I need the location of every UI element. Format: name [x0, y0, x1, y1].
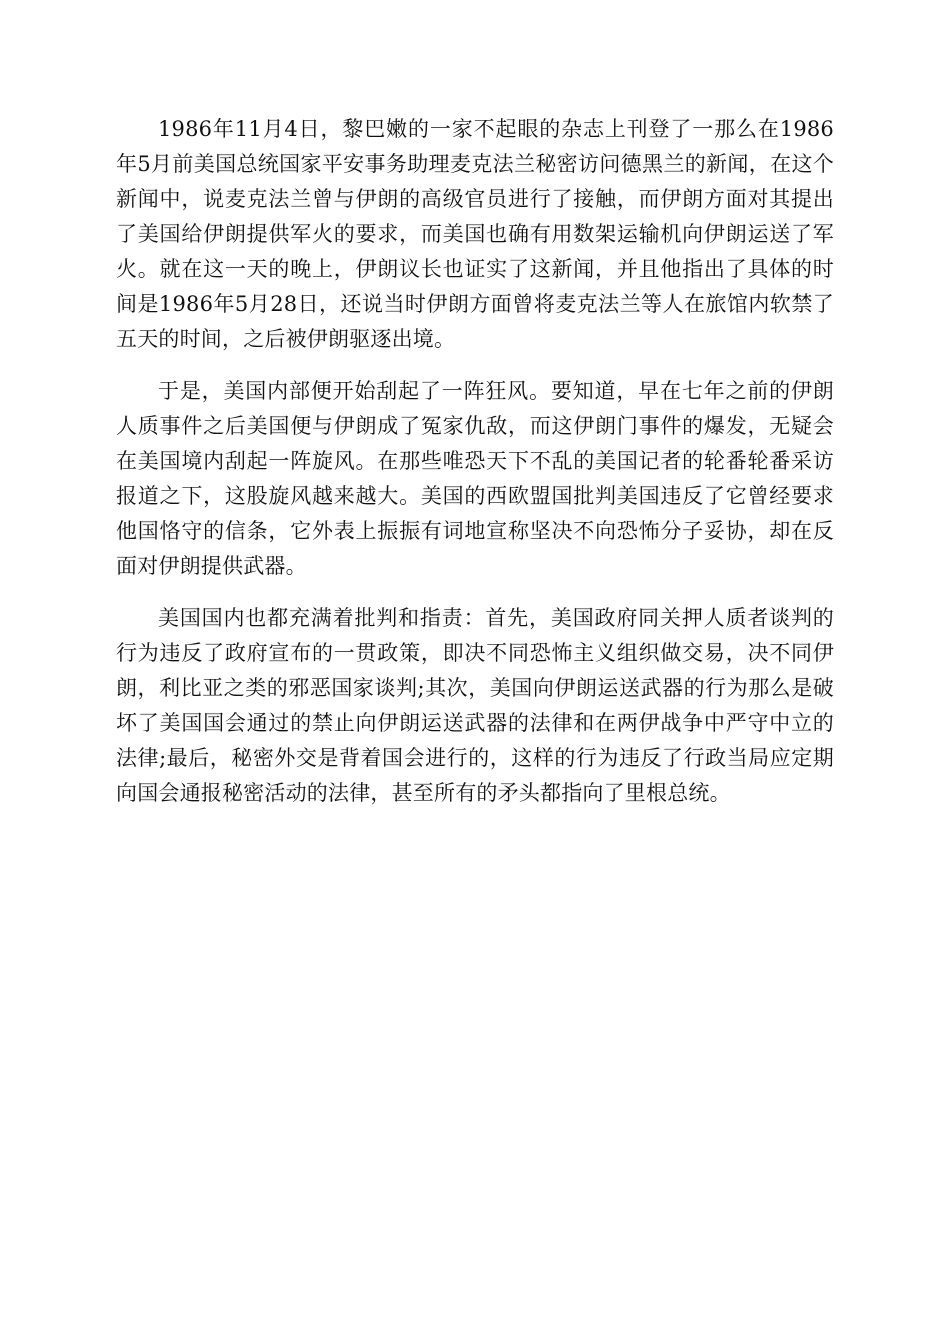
paragraph-1: 1986年11月4日，黎巴嫩的一家不起眼的杂志上刊登了一那么在1986年5月前美国总统国家平安事务助理麦克法兰秘密访问德黑兰的新闻，在这个新闻中，说麦克法兰曾与伊朗的高级官员进行了接触，而伊朗方面对其提出了美国给伊朗提供军火的要求，而美国也确有用数架运输机向伊朗运送了军火。就在这一天的晚上，伊朗议长也证实了这新闻，并且他指出了具体的时间是1986年5月28日，还说当时伊朗方面曾将麦克法兰等人在旅馆内软禁了五天的时间，之后被伊朗驱逐出境。	[116, 117, 834, 351]
document-body	[116, 112, 834, 829]
paragraph-2: 于是，美国内部便开始刮起了一阵狂风。要知道，早在七年之前的伊朗人质事件之后美国便与伊朗成了冤家仇敌，而这伊朗门事件的爆发，无疑会在美国境内刮起一阵旋风。在那些唯恐天下不乱的美国记者的轮番轮番采访报道之下，这股旋风越来越大。美国的西欧盟国批判美国违反了它曾经要求他国恪守的信条，它外表上振振有词地宣称坚决不向恐怖分子妥协，却在反面对伊朗提供武器。	[116, 379, 834, 578]
paragraph-3: 美国国内也都充满着批判和指责：首先，美国政府同关押人质者谈判的行为违反了政府宣布的一贯政策，即决不同恐怖主义组织做交易，决不同伊朗，利比亚之类的邪恶国家谈判;其次，美国向伊朗运送武器的行为那么是破坏了美国国会通过的禁止向伊朗运送武器的法律和在两伊战争中严守中立的法律;最后，秘密外交是背着国会进行的，这样的行为违反了行政当局应定期向国会通报秘密活动的法律，甚至所有的矛头都指向了里根总统。	[116, 606, 834, 805]
